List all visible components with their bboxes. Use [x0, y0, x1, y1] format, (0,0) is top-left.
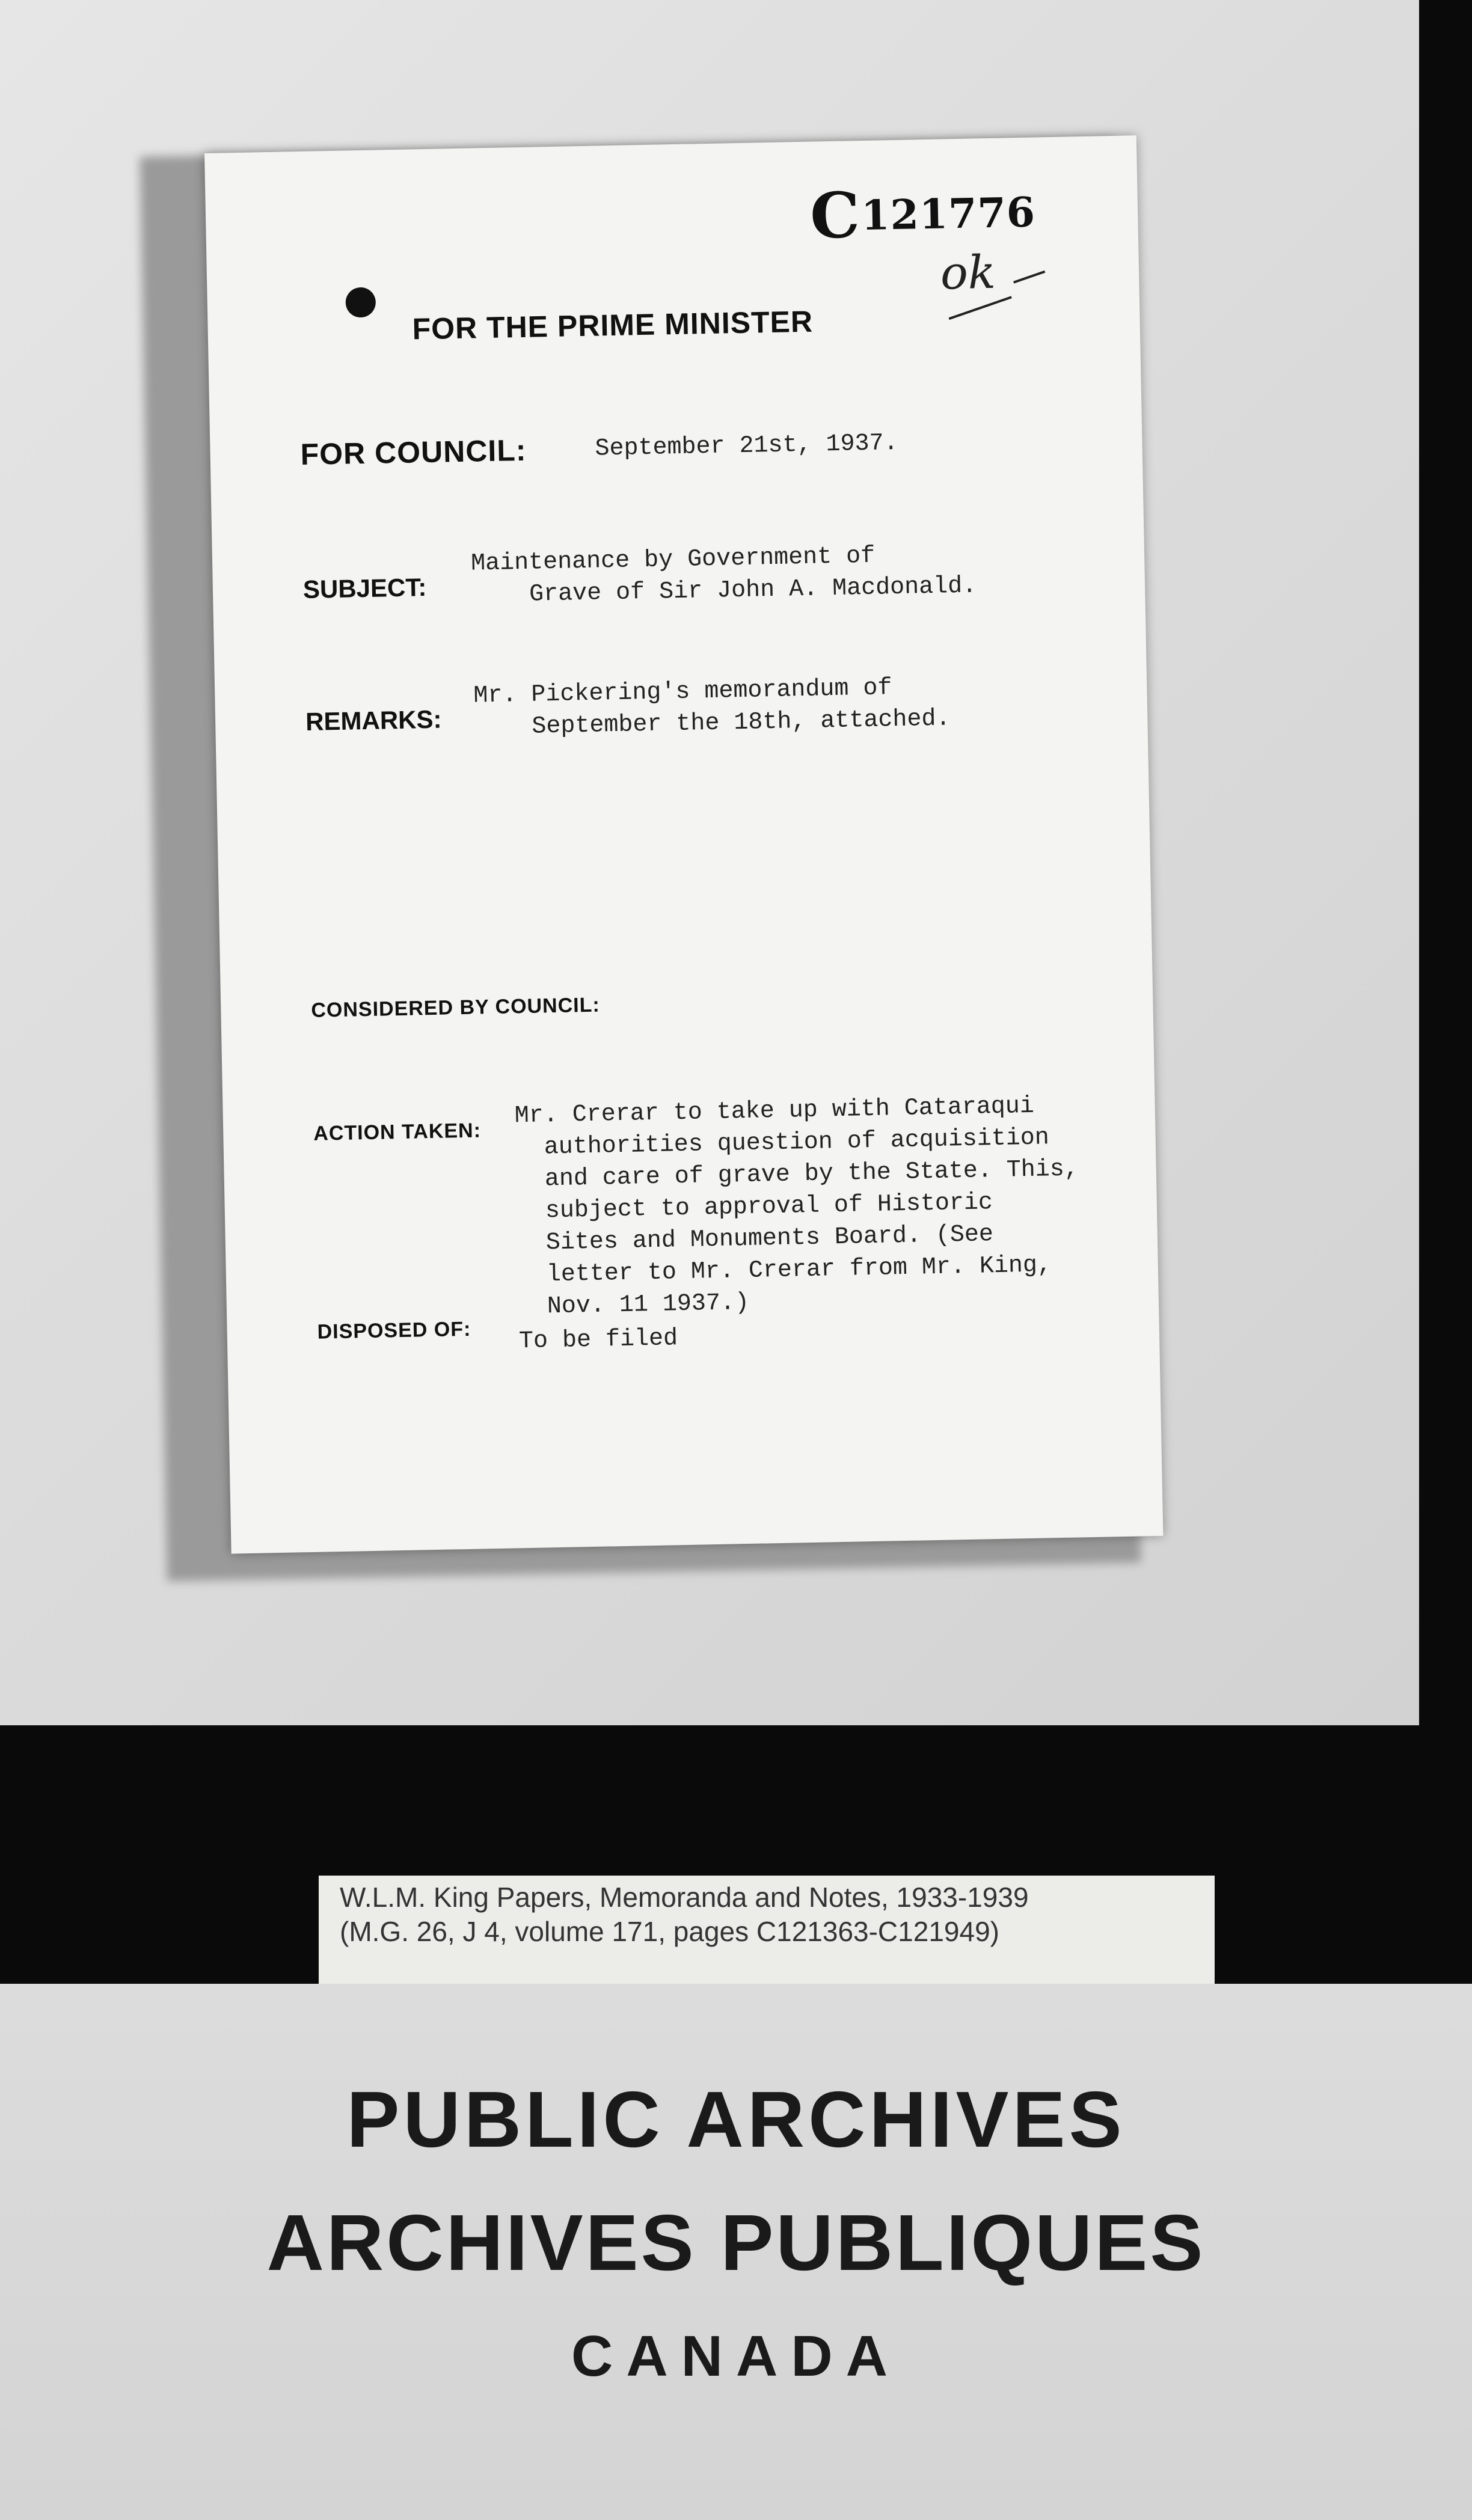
- archive-card-line-3: CANADA: [571, 2324, 901, 2388]
- action-label: ACTION TAKEN:: [313, 1119, 482, 1145]
- remarks-label: REMARKS:: [305, 705, 442, 736]
- archive-caption: [340, 1880, 1029, 1949]
- subject-text: Maintenance by Government of Grave of Sir John A. Macdonald.: [470, 542, 977, 610]
- disposed-text: To be filed: [518, 1325, 678, 1356]
- doc-number: 121776: [860, 188, 1036, 240]
- handwritten-note: ok: [940, 245, 996, 300]
- council-label: FOR COUNCIL:: [300, 433, 527, 472]
- considered-label: CONSIDERED BY COUNCIL:: [311, 993, 601, 1022]
- caption-line-2: (M.G. 26, J 4, volume 171, pages C121363-C121949): [340, 1916, 999, 1947]
- archive-card-line-2: ARCHIVES PUBLIQUES: [266, 2198, 1206, 2287]
- memo-heading: FOR THE PRIME MINISTER: [412, 304, 814, 346]
- archive-card-line-1: PUBLIC ARCHIVES: [346, 2075, 1126, 2164]
- disposed-label: DISPOSED OF:: [317, 1317, 471, 1344]
- pen-stroke: [1013, 271, 1045, 284]
- pen-stroke: [949, 296, 1012, 320]
- memo-sheet: [204, 135, 1163, 1553]
- subject-label: SUBJECT:: [302, 573, 427, 604]
- action-text: Mr. Crerar to take up with Cataraqui authorities question of acquisition and care of grave by the State. This, subject to approval of Historic Sites and Monuments Board. (See letter to Mr. Crerar from Mr. King, Nov. 11 1937.): [514, 1092, 1079, 1321]
- caption-line-1: W.L.M. King Papers, Memoranda and Notes, 1933-1939: [340, 1882, 1029, 1913]
- remarks-text: Mr. Pickering's memorandum of September the 18th, attached.: [473, 674, 951, 742]
- council-date: September 21st, 1937.: [595, 429, 898, 463]
- archive-card: [0, 1984, 1472, 2520]
- doc-prefix-mark: C: [809, 178, 861, 253]
- punch-hole: [345, 287, 376, 318]
